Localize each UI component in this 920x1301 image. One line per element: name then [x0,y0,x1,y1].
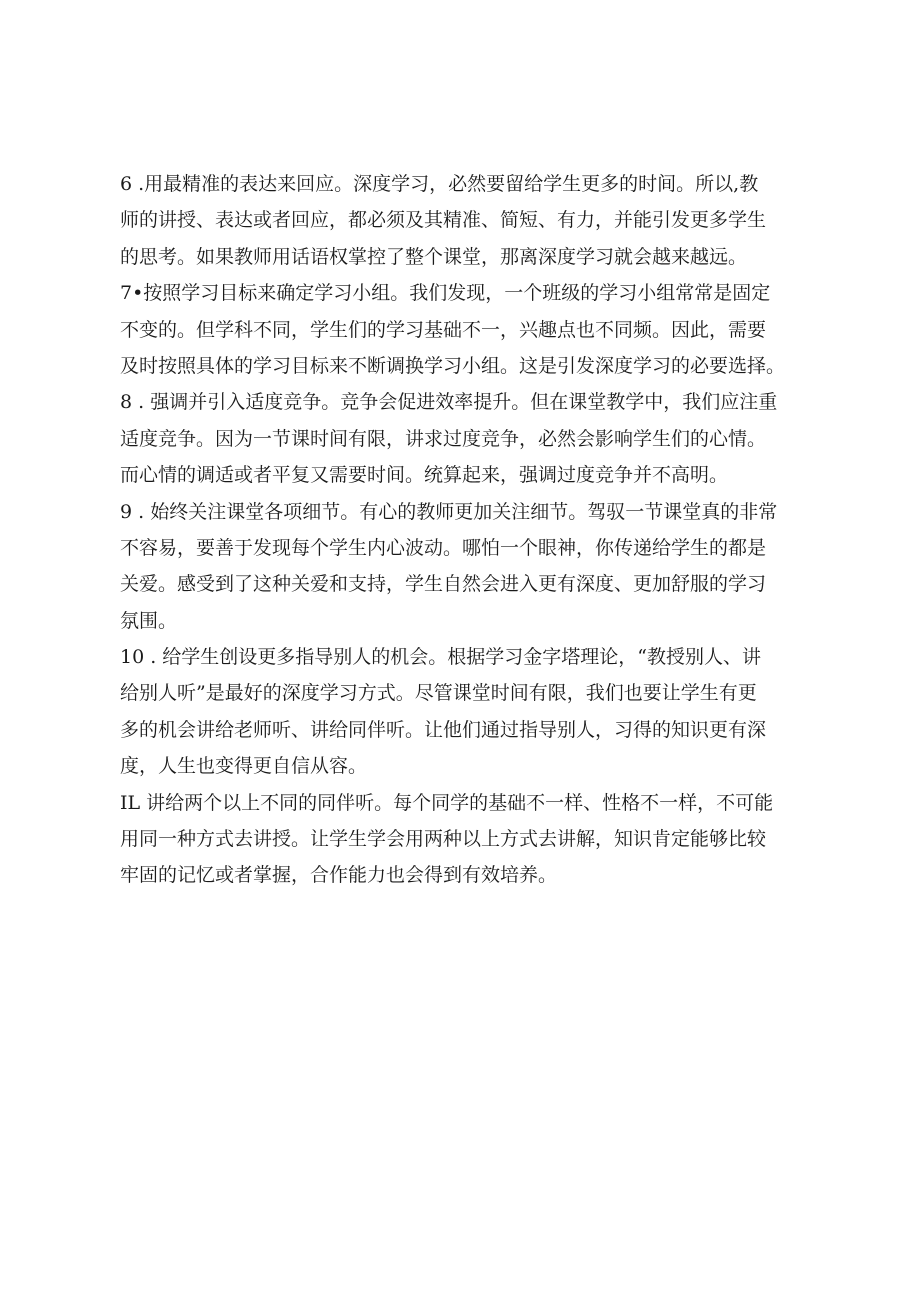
text-line: 多的机会讲给老师听、讲给同伴听。让他们通过指导别人，习得的知识更有深 [120,718,767,741]
paragraph-7 [120,275,825,384]
text-line: 适度竞争。因为一节课时间有限，讲求过度竞争，必然会影响学生们的心情。 [120,427,767,450]
text-line: 氛围。 [120,609,178,632]
paragraph-9 [120,494,825,640]
text-line: 关爱。感受到了这种关爱和支持，学生自然会进入更有深度、更加舒服的学习 [120,573,767,596]
text-line: 10 . 给学生创设更多指导别人的机会。根据学习金字塔理论，“教授别人、讲 [120,646,762,669]
paragraph-6 [120,166,825,275]
text-line: 用同一种方式去讲授。让学生学会用两种以上方式去讲解，知识肯定能够比较 [120,828,767,851]
document-page [120,166,825,894]
paragraph-10 [120,639,825,785]
text-line: 的思考。如果教师用话语权掌控了整个课堂，那离深度学习就会越来越远。 [120,245,748,268]
text-line: 不容易，要善于发现每个学生内心波动。哪怕一个眼神，你传递给学生的都是 [120,536,767,559]
text-line: 9 . 始终关注课堂各项细节。有心的教师更加关注细节。驾驭一节课堂真的非常 [120,500,778,523]
text-line: 师的讲授、表达或者回应，都必须及其精准、简短、有力，并能引发更多学生 [120,209,767,232]
text-line: 及时按照具体的学习目标来不断调换学习小组。这是引发深度学习的必要选择。 [120,354,786,377]
text-line: 8 . 强调并引入适度竞争。竞争会促进效率提升。但在课堂教学中，我们应注重 [120,391,778,414]
text-line: 6 .用最精准的表达来回应。深度学习，必然要留给学生更多的时间。所以,教 [120,173,759,195]
text-line: 牢固的记忆或者掌握，合作能力也会得到有效培养。 [120,864,558,887]
text-line: 不变的。但学科不同，学生们的学习基础不一，兴趣点也不同频。因此，需要 [120,318,767,341]
paragraph-8 [120,384,825,493]
text-line: IL 讲给两个以上不同的同伴听。每个同学的基础不一样、性格不一样，不可能 [120,791,774,814]
paragraph-11 [120,785,825,894]
text-line: 度，人生也变得更自信从容。 [120,755,368,778]
text-line: 给别人听”是最好的深度学习方式。尽管课堂时间有限，我们也要让学生有更 [120,682,757,705]
text-line: 而心情的调适或者平复又需要时间。统算起来，强调过度竞争并不高明。 [120,464,729,487]
text-line: 7•按照学习目标来确定学习小组。我们发现，一个班级的学习小组常常是固定 [120,282,771,305]
